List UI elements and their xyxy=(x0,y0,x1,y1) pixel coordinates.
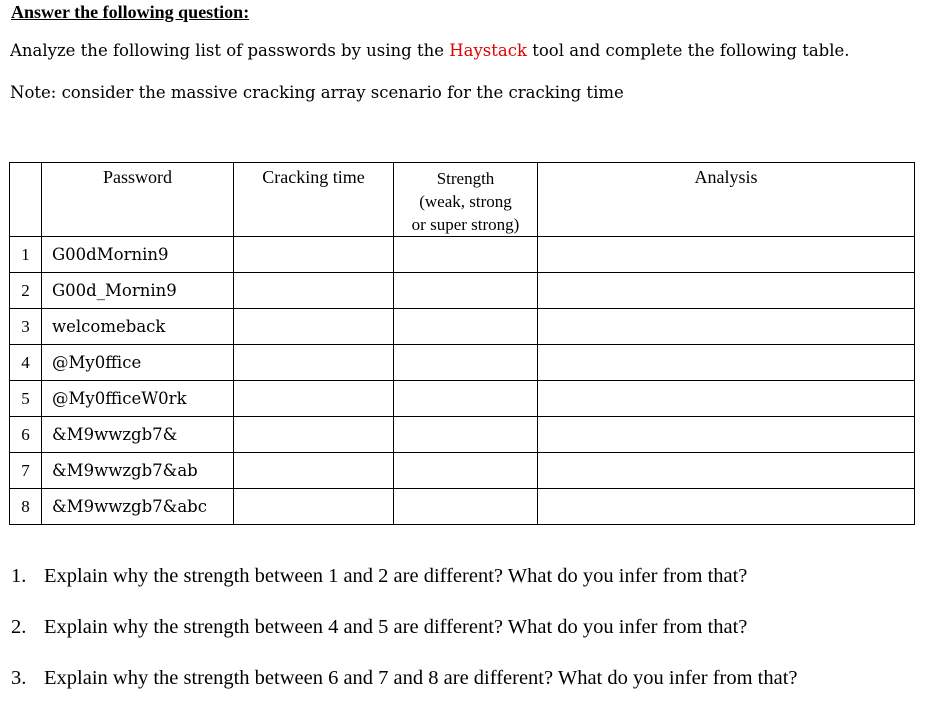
question-text: Explain why the strength between 6 and 7 and 8 are different? What do you infer from that? xyxy=(44,667,798,689)
header-number xyxy=(10,163,42,237)
table-row xyxy=(10,237,915,273)
row-number: 2 xyxy=(10,273,42,309)
table-row xyxy=(10,417,915,453)
question-list xyxy=(11,565,798,718)
question-number: 2. xyxy=(11,616,27,638)
analysis-cell[interactable] xyxy=(538,489,915,525)
question-heading: Answer the following question: xyxy=(11,2,250,22)
table-row xyxy=(10,309,915,345)
header-analysis-label: Analysis xyxy=(694,167,758,187)
table-row xyxy=(10,381,915,417)
header-password xyxy=(42,163,234,237)
instructions-text xyxy=(10,41,850,60)
password-cell: welcomeback xyxy=(42,309,234,345)
strength-cell[interactable] xyxy=(394,345,538,381)
note-text: Note: consider the massive cracking array scenario for the cracking time xyxy=(10,83,624,102)
row-number: 6 xyxy=(10,417,42,453)
analysis-cell[interactable] xyxy=(538,237,915,273)
table-row xyxy=(10,453,915,489)
row-number: 5 xyxy=(10,381,42,417)
instructions-text-after: tool and complete the following table. xyxy=(526,41,850,60)
table-row xyxy=(10,273,915,309)
password-cell: G00dMornin9 xyxy=(42,237,234,273)
row-number: 1 xyxy=(10,237,42,273)
question-text: Explain why the strength between 1 and 2 are different? What do you infer from that? xyxy=(44,565,748,587)
analysis-cell[interactable] xyxy=(538,309,915,345)
table-header-row xyxy=(10,163,915,237)
password-cell: &M9wwzgb7&ab xyxy=(42,453,234,489)
password-cell: &M9wwzgb7& xyxy=(42,417,234,453)
header-analysis xyxy=(538,163,915,237)
row-number: 7 xyxy=(10,453,42,489)
cracking-time-cell[interactable] xyxy=(234,309,394,345)
cracking-time-cell[interactable] xyxy=(234,453,394,489)
header-strength-line1: Strength xyxy=(436,169,495,188)
password-cell: @My0fficeW0rk xyxy=(42,381,234,417)
table-row xyxy=(10,345,915,381)
analysis-cell[interactable] xyxy=(538,453,915,489)
cracking-time-cell[interactable] xyxy=(234,381,394,417)
instructions-text-before: Analyze the following list of passwords by using the xyxy=(10,41,450,60)
cracking-time-cell[interactable] xyxy=(234,489,394,525)
cracking-time-cell[interactable] xyxy=(234,417,394,453)
password-cell: G00d_Mornin9 xyxy=(42,273,234,309)
row-number: 8 xyxy=(10,489,42,525)
question-number: 1. xyxy=(11,565,27,587)
password-table xyxy=(9,162,915,525)
question-item xyxy=(11,616,798,667)
header-strength-line2: (weak, strong xyxy=(419,192,512,211)
header-cracking-time-label: Cracking time xyxy=(262,167,365,187)
analysis-cell[interactable] xyxy=(538,417,915,453)
header-strength-line3: or super strong) xyxy=(411,215,520,234)
header-password-label: Password xyxy=(102,167,172,187)
cracking-time-cell[interactable] xyxy=(234,345,394,381)
strength-cell[interactable] xyxy=(394,489,538,525)
row-number: 4 xyxy=(10,345,42,381)
question-number: 3. xyxy=(11,667,27,689)
strength-cell[interactable] xyxy=(394,417,538,453)
question-item xyxy=(11,565,798,616)
strength-cell[interactable] xyxy=(394,309,538,345)
haystack-tool-name: Haystack xyxy=(449,41,527,60)
row-number: 3 xyxy=(10,309,42,345)
strength-cell[interactable] xyxy=(394,237,538,273)
cracking-time-cell[interactable] xyxy=(234,237,394,273)
header-strength xyxy=(394,163,538,237)
analysis-cell[interactable] xyxy=(538,345,915,381)
table-row xyxy=(10,489,915,525)
question-text: Explain why the strength between 4 and 5 are different? What do you infer from that? xyxy=(44,616,748,638)
analysis-cell[interactable] xyxy=(538,381,915,417)
password-cell: @My0ffice xyxy=(42,345,234,381)
strength-cell[interactable] xyxy=(394,273,538,309)
analysis-cell[interactable] xyxy=(538,273,915,309)
strength-cell[interactable] xyxy=(394,453,538,489)
password-cell: &M9wwzgb7&abc xyxy=(42,489,234,525)
question-item xyxy=(11,667,798,718)
header-cracking-time xyxy=(234,163,394,237)
strength-cell[interactable] xyxy=(394,381,538,417)
cracking-time-cell[interactable] xyxy=(234,273,394,309)
